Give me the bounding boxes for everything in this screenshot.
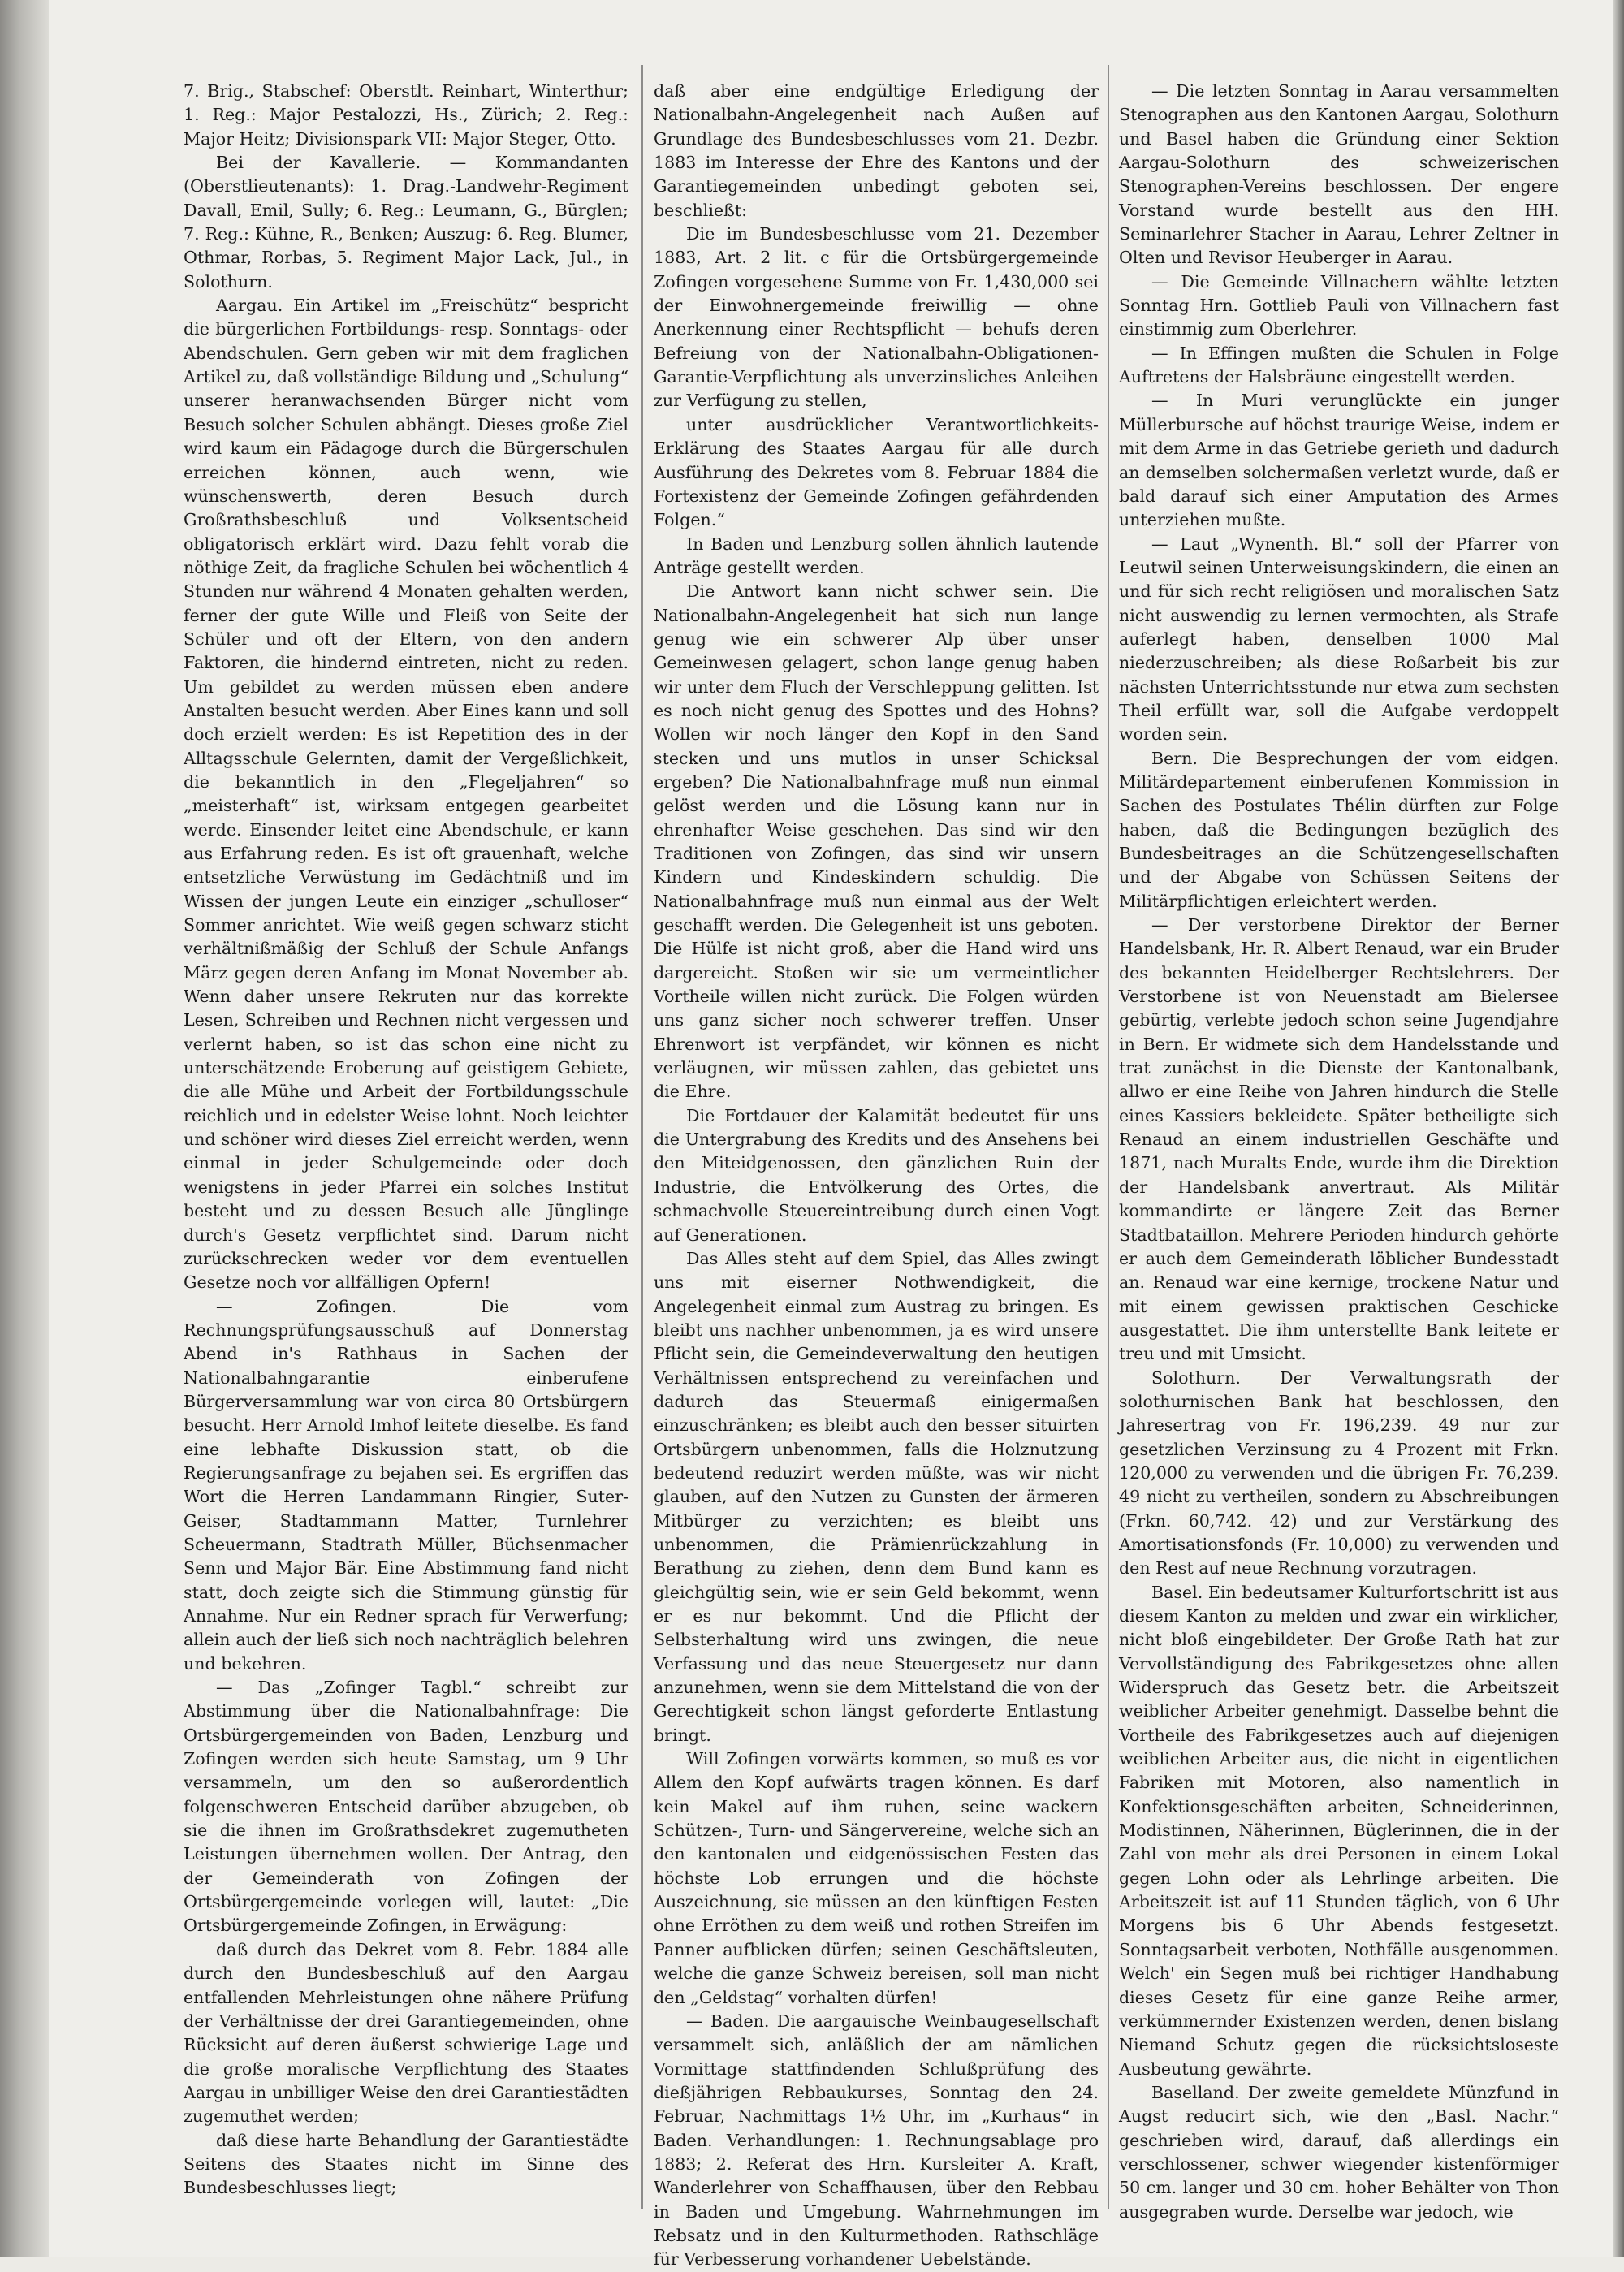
article-paragraph: — In Effingen mußten die Schulen in Folge Auftretens der Halsbräune eingestellt werden. [1119, 343, 1559, 387]
article-paragraph: Bei der Kavallerie. — Kommandanten (Oberstlieutenants): 1. Drag.-Landwehr-Regiment Davall, Emil, Sully; 6. Reg.: Leumann, G., Bürglen; 7. Reg.: Kühne, R., Benken; Auszug: 6. Reg. Blumer, Othmar, Rorbas, 5. Regiment Major Lack, Jul., in Solothurn. [184, 153, 628, 292]
article-paragraph: daß durch das Dekret vom 8. Febr. 1884 alle durch den Bundesbeschluß auf den Aargau entfallenden Mehrleistungen ohne nähere Prüfung der Verhältnisse der drei Garantiegemeinden, ohne Rücksicht auf deren äußerst schwierige Lage und die große moralische Verpflichtung des Staates Aargau in unbilliger Weise den drei Garantiestädten zugemuthet werden; [184, 1939, 628, 2127]
article-paragraph: unter ausdrücklicher Verantwortlichkeits-Erklärung des Staates Aargau für alle durch Ausführung des Dekretes vom 8. Februar 1884 die Fortexistenz der Gemeinde Zofingen gefährdenden Folgen.“ [654, 414, 1099, 530]
page-edge [1613, 0, 1624, 2257]
article-paragraph: — In Muri verunglückte ein junger Müllerbursche auf höchst traurige Weise, indem er mit dem Arme in das Getriebe gerieth und dadurch an demselben solchermaßen verletzt wurde, daß er bald darauf sich einer Amputation des Armes unterziehen mußte. [1119, 391, 1559, 530]
column-rule-1 [641, 65, 643, 2209]
article-paragraph: — Das „Zofinger Tagbl.“ schreibt zur Abstimmung über die Nationalbahnfrage: Die Ortsbürgergemeinden von Baden, Lenzburg und Zofingen werden sich heute Samstag, um 9 Uhr versammeln, um den so außerordentlich folgenschweren Entscheid darüber abzugeben, ob sie die ihnen im Großrathsdekret zugemutheten Leistungen übernehmen wollen. Der Antrag, den der Gemeinderath von Zofingen der Ortsbürgergemeinde vorlegen will, lautet: „Die Ortsbürgergemeinde Zofingen, in Erwägung: [184, 1678, 628, 1936]
article-paragraph: 7. Brig., Stabschef: Oberstlt. Reinhart, Winterthur; 1. Reg.: Major Pestalozzi, Hs., Zürich; 2. Reg.: Major Heitz; Divisionspark VII: Major Steger, Otto. [184, 81, 628, 149]
article-paragraph: — Der verstorbene Direktor der Berner Handelsbank, Hr. R. Albert Renaud, war ein Bruder des bekannten Heidelberger Rechtslehrers. Der Verstorbene ist von Neuenstadt am Bielersee gebürtig, verlebte jedoch schon seine Jugendjahre in Bern. Er widmete sich dem Handelsstande und trat zunächst in die Dienste der Kantonalbank, allwo er eine Reihe von Jahren hindurch die Stelle eines Kassiers bekleidete. Später betheiligte sich Renaud an einem industriellen Geschäfte und 1871, nach Muralts Ende, wurde ihm die Direktion der Handelsbank anvertraut. Als Militär kommandirte er längere Zeit das Berner Stadtbataillon. Mehrere Perioden hindurch gehörte er auch dem Gemeinderath löblicher Bundesstadt an. Renaud war eine kernige, trockene Natur und mit einem gewissen praktischen Geschicke ausgestattet. Die ihm unterstellte Bank leitete er treu und mit Umsicht. [1119, 915, 1559, 1364]
column-3 [1119, 80, 1559, 2225]
article-paragraph: — Laut „Wynenth. Bl.“ soll der Pfarrer von Leutwil seinen Unterweisungskindern, die einen an und für sich recht religiösen und moralischen Satz nicht auswendig zu lernen vermochten, als Strafe auferlegt haben, denselben 1000 Mal niederzuschreiben; als diese Roßarbeit bis zur nächsten Unterrichtsstunde nur etwa zum sechsten Theil erfüllt war, soll die Aufgabe verdoppelt worden sein. [1119, 533, 1559, 745]
article-paragraph: — Die letzten Sonntag in Aarau versammelten Stenographen aus den Kantonen Aargau, Solothurn und Basel haben die Gründung einer Sektion Aargau-Solothurn des schweizerischen Stenographen-Vereins beschlossen. Der engere Vorstand wurde bestellt aus den HH. Seminarlehrer Stacher in Aarau, Lehrer Zeltner in Olten und Revisor Heuberger in Aarau. [1119, 81, 1559, 268]
article-paragraph: — Die Gemeinde Villnachern wählte letzten Sonntag Hrn. Gottlieb Pauli von Villnachern fast einstimmig zum Oberlehrer. [1119, 271, 1559, 339]
article-paragraph: Will Zofingen vorwärts kommen, so muß es vor Allem den Kopf aufwärts tragen können. Es darf kein Makel auf ihm ruhen, seine wackern Schützen-, Turn- und Sängervereine, welche sich an den kantonalen und eidgenössischen Festen das höchste Lob errungen und die höchste Auszeichnung, sie müssen an den künftigen Festen ohne Erröthen zu dem weiß und rothen Streifen im Panner aufblicken dürfen; seinen Geschäftsleuten, welche die ganze Schweiz bereisen, soll man nicht den „Geldstag“ vorhalten dürfen! [654, 1749, 1099, 2007]
article-paragraph: Aargau. Ein Artikel im „Freischütz“ bespricht die bürgerlichen Fortbildungs- resp. Sonntags- oder Abendschulen. Gern geben wir mit dem fraglichen Artikel zu, daß vollständige Bildung und „Schulung“ unserer heranwachsenden Bürger nicht vom Besuch solcher Schulen abhängt. Dieses große Ziel wird kaum ein Pädagoge durch die Bürgerschulen erreichen können, auch wenn, wie wünschenswerth, deren Besuch durch Großrathsbeschluß und Volksentscheid obligatorisch erklärt wird. Dazu fehlt vorab die nöthige Zeit, da fragliche Schulen bei wöchentlich 4 Stunden nur während 4 Monaten gehalten werden, ferner der gute Wille und Fleiß von Seite der Schüler und oft der Eltern, von den andern Faktoren, die hindernd eintreten, nicht zu reden. Um gebildet zu werden müssen eben andere Anstalten besucht werden. Aber Eines kann und soll doch erzielt werden: Es ist Repetition des in der Alltagsschule Gelernten, damit der Vergeßlichkeit, die bekanntlich in den „Flegeljahren“ so „meisterhaft“ ist, wirksam entgegen gearbeitet werde. Einsender leitet eine Abendschule, er kann aus Erfahrung reden. Es ist oft grauenhaft, welche entsetzliche Verwüstung im Gedächtniß und im Wissen der jungen Leute ein einziger „schulloser“ Sommer anrichtet. Wie weiß gegen schwarz sticht verhältnißmäßig der Schluß der Schule Anfangs März gegen deren Anfang im Monat November ab. Wenn daher unsere Rekruten nur das korrekte Lesen, Schreiben und Rechnen nicht vergessen und verlernt haben, so ist das schon eine nicht zu unterschätzende Eroberung auf geistigem Gebiete, die alle Mühe und Arbeit der Fortbildungsschule reichlich und in edelster Weise lohnt. Noch leichter und schöner wird dieses Ziel erreicht werden, wenn einmal in jeder Schulgemeinde oder doch wenigstens in jeder Pfarrei ein solches Institut besteht und zu dessen Besuch alle Jünglinge durch's Gesetz verpflichtet sind. Darum nicht zurückschrecken weder vor dem eventuellen Gesetze noch vor allfälligen Opfern! [184, 296, 628, 1293]
article-paragraph: Bern. Die Besprechungen der vom eidgen. Militärdepartement einberufenen Kommission in Sachen des Postulates Thélin dürften zur Folge haben, daß die Bedingungen bezüglich des Bundesbeitrages an die Schützengesellschaften und der Abgabe von Schüssen Seitens der Militärpflichtigen erleichtert werden. [1119, 748, 1559, 911]
article-paragraph: daß aber eine endgültige Erledigung der Nationalbahn-Angelegenheit nach Außen auf Grundlage des Bundesbeschlusses vom 21. Dezbr. 1883 im Interesse der Ehre des Kantons und der Garantiegemeinden unbedingt geboten sei, beschließt: [654, 81, 1099, 220]
column-rule-2 [1108, 65, 1109, 2209]
column-1 [184, 80, 628, 2225]
article-paragraph: Basel. Ein bedeutsamer Kulturfortschritt ist aus diesem Kanton zu melden und zwar ein wirklicher, nicht bloß eingebildeter. Der Große Rath hat zur Vervollständigung des Fabrikgesetzes ohne allen Widerspruch das Gesetz betr. die Arbeitszeit weiblicher Arbeiter genehmigt. Dasselbe behnt die Vortheile des Fabrikgesetzes auch auf diejenigen weiblichen Arbeiter aus, die nicht in eigentlichen Fabriken mit Motoren, also namentlich in Konfektionsgeschäften arbeiten, Schneiderinnen, Modistinnen, Näherinnen, Büglerinnen, die in der Zahl von mehr als drei Personen in einem Lokal gegen Lohn oder als Lehrlinge arbeiten. Die Arbeitszeit ist auf 11 Stunden täglich, von 6 Uhr Morgens bis 6 Uhr Abends festgesetzt. Sonntagsarbeit verboten, Nothfälle ausgenommen. Welch' ein Segen muß bei richtiger Handhabung dieses Gesetz für eine ganze Reihe armer, verkümmernder Existenzen werden, denen bislang Niemand Schutz gegen die rücksichtsloseste Ausbeutung gewährte. [1119, 1582, 1559, 2079]
article-paragraph: — Zofingen. Die vom Rechnungsprüfungsausschuß auf Donnerstag Abend in's Rathhaus in Sachen der Nationalbahngarantie einberufene Bürgerversammlung war von circa 80 Ortsbürgern besucht. Herr Arnold Imhof leitete dieselbe. Es fand eine lebhafte Diskussion statt, ob die Regierungsanfrage zu bejahen sei. Es ergriffen das Wort die Herren Landammann Ringier, Suter-Geiser, Stadtammann Matter, Turnlehrer Scheuermann, Stadtrath Müller, Büchsenmacher Senn und Major Bär. Eine Abstimmung fand nicht statt, doch zeigte sich die Stimmung günstig für Annahme. Nur ein Redner sprach für Verwerfung; allein auch der ließ sich noch nachträglich belehren und bekehren. [184, 1296, 628, 1674]
column-2 [654, 80, 1099, 2270]
article-paragraph: In Baden und Lenzburg sollen ähnlich lautende Anträge gestellt werden. [654, 533, 1099, 577]
article-paragraph: — Baden. Die aargauische Weinbaugesellschaft versammelt sich, anläßlich der am nämlichen Vormittage stattfindenden Schlußprüfung des dießjährigen Rebbaukurses, Sonntag den 24. Februar, Nachmittags 1½ Uhr, im „Kurhaus“ in Baden. Verhandlungen: 1. Rechnungsablage pro 1883; 2. Referat des Hrn. Kursleiter A. Kraft, Wanderlehrer von Schaffhausen, über den Rebbau in Baden und Umgebung. Wahrnehmungen im Rebsatz und in den Kulturmethoden. Rathschläge für Verbesserung vorhandener Uebelstände. [654, 2011, 1099, 2270]
article-paragraph: Solothurn. Der Verwaltungsrath der solothurnischen Bank hat beschlossen, den Jahresertrag von Fr. 196,239. 49 nur zur gesetzlichen Verzinsung zu 4 Prozent mit Frkn. 120,000 zu verwenden und die übrigen Fr. 76,239. 49 nicht zu vertheilen, sondern zu Abschreibungen (Frkn. 60,742. 42) und zur Verstärkung des Amortisationsfonds (Fr. 10,000) zu verwenden und den Rest auf neue Rechnung vorzutragen. [1119, 1367, 1559, 1579]
article-paragraph: Die Fortdauer der Kalamität bedeutet für uns die Untergrabung des Kredits und des Ansehens bei den Miteidgenossen, den gänzlichen Ruin der Industrie, die Entvölkerung des Ortes, die schmachvolle Steuereintreibung durch einen Vogt auf Generationen. [654, 1105, 1099, 1245]
article-paragraph: Baselland. Der zweite gemeldete Münzfund in Augst reducirt sich, wie den „Basl. Nachr.“ geschrieben wird, darauf, daß allerdings ein verschlossener, schwer wiegender kistenförmiger 50 cm. langer und 30 cm. hoher Behälter von Thon ausgegraben wurde. Derselbe war jedoch, wie [1119, 2082, 1559, 2222]
binding-shadow [0, 0, 49, 2257]
article-paragraph: daß diese harte Behandlung der Garantiestädte Seitens des Staates nicht im Sinne des Bundesbeschlusses liegt; [184, 2130, 628, 2198]
article-paragraph: Die im Bundesbeschlusse vom 21. Dezember 1883, Art. 2 lit. c für die Ortsbürgergemeinde Zofingen vorgesehene Summe von Fr. 1,430,000 sei der Einwohnergemeinde freiwillig — ohne Anerkennung einer Rechtspflicht — behufs deren Befreiung von der Nationalbahn-Obligationen-Garantie-Verpflichtung als unverzinsliches Anleihen zur Verfügung zu stellen, [654, 224, 1099, 411]
article-paragraph: Das Alles steht auf dem Spiel, das Alles zwingt uns mit eiserner Nothwendigkeit, die Angelegenheit einmal zum Austrag zu bringen. Es bleibt uns nachher unbenommen, ja es wird unsere Pflicht sein, die Gemeindeverwaltung den heutigen Verhältnissen entsprechend zu vereinfachen und dadurch das Steuermaß einigermaßen einzuschränken; es bleibt auch den besser situirten Ortsbürgern unbenommen, falls die Holznutzung bedeutend reduzirt werden müßte, was wir nicht glauben, auf den Nutzen zu Gunsten der ärmeren Mitbürger zu verzichten; es bleibt uns unbenommen, die Prämienrückzahlung in Berathung zu ziehen, denn dem Bund kann es gleichgültig sein, wie er sein Geld bekommt, wenn er es nur bekommt. Und die Pflicht der Selbsterhaltung wird uns zwingen, die neue Verfassung und das neue Steuergesetz nur dann anzunehmen, wenn sie dem Mittelstand die von der Gerechtigkeit schon längst geforderte Entlastung bringt. [654, 1248, 1099, 1745]
article-paragraph: Die Antwort kann nicht schwer sein. Die Nationalbahn-Angelegenheit hat sich nun lange genug wie ein schwerer Alp über unser Gemeinwesen gelagert, schon lange genug haben wir unter dem Fluch der Verschleppung gelitten. Ist es noch nicht genug des Spottes und des Hohns? Wollen wir noch länger den Kopf in den Sand stecken und uns mutlos in unser Schicksal ergeben? Die Nationalbahnfrage muß nun einmal gelöst werden und die Lösung kann nur in ehrenhafter Weise geschehen. Das sind wir den Traditionen von Zofingen, das sind wir unsern Kindern und Kindeskindern schuldig. Die Nationalbahnfrage muß nun einmal aus der Welt geschafft werden. Die Gelegenheit ist uns geboten. Die Hülfe ist nicht groß, aber die Hand wird uns dargereicht. Stoßen wir sie um vermeintlicher Vortheile willen nicht zurück. Die Folgen würden uns ganz sicher noch schwerer treffen. Unser Ehrenwort ist verpfändet, wir können es nicht verläugnen, wir müssen zahlen, das gebietet uns die Ehre. [654, 581, 1099, 1102]
